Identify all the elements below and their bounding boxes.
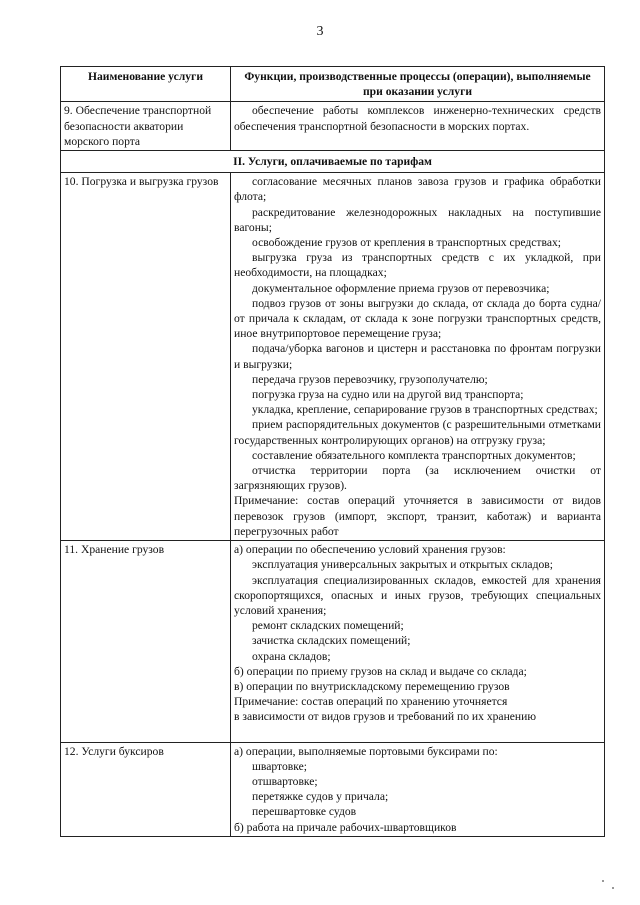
list-item: швартовке; bbox=[252, 759, 307, 773]
list-item: подвоз грузов от зоны выгрузки до склада, от склада до борта судна/ от причала к складам, от склада к зоне погрузки транспортных средств, иное внутрипортовое перемещение груза; bbox=[234, 296, 601, 341]
row12-b: б) работа на причале рабочих-швартовщиков bbox=[234, 820, 457, 834]
page-number: 3 bbox=[316, 24, 324, 39]
row12-functions bbox=[231, 742, 605, 836]
list-item: ремонт складских помещений; bbox=[252, 619, 404, 633]
list-item: подача/уборка вагонов и цистерн и расстановка по фронтам погрузки и выгрузки; bbox=[234, 342, 601, 371]
row12-name: 12. Услуги буксиров bbox=[61, 742, 231, 836]
section-row bbox=[61, 151, 605, 173]
table-row bbox=[61, 742, 605, 836]
list-item: эксплуатация специализированных складов, емкостей для хранения скоропортящихся, опасных и иных грузов, требующих специальных условий хранения; bbox=[234, 573, 601, 617]
row11-note1: Примечание: состав операций по хранению уточняется bbox=[234, 695, 508, 709]
table-row bbox=[61, 541, 605, 742]
table-row bbox=[61, 173, 605, 541]
table-header-row bbox=[61, 67, 605, 102]
header-service-name: Наименование услуги bbox=[61, 67, 231, 102]
list-item: отшвартовке; bbox=[252, 774, 318, 788]
list-item: погрузка груза на судно или на другой вид транспорта; bbox=[252, 388, 524, 402]
table-row bbox=[61, 102, 605, 151]
list-item: выгрузка груза из транспортных средств с их укладкой, при необходимости, на площадках; bbox=[234, 251, 601, 280]
row11-a: а) операции по обеспечению условий хранения грузов: bbox=[234, 543, 506, 557]
row11-functions bbox=[231, 541, 605, 742]
row10-note: Примечание: состав операций уточняется в зависимости от видов перевозок грузов (импорт, экспорт, транзит, каботаж) и варианта перегрузочных работ bbox=[234, 494, 601, 538]
services-table bbox=[60, 66, 605, 837]
list-item: охрана складов; bbox=[252, 649, 331, 663]
list-item: перетяжке судов у причала; bbox=[252, 790, 389, 804]
list-item: раскредитование железнодорожных накладных на поступившие вагоны; bbox=[234, 205, 601, 234]
header-functions: Функции, производственные процессы (операции), выполняемые при оказании услуги bbox=[231, 67, 605, 102]
row9-text: обеспечение работы комплексов инженерно-технических средств обеспечения транспортной безопасности в морских портах. bbox=[231, 102, 605, 151]
section-title: II. Услуги, оплачиваемые по тарифам bbox=[61, 151, 605, 173]
list-item: отчистка территории порта (за исключением очистки от загрязняющих грузов). bbox=[234, 464, 601, 493]
list-item: передача грузов перевозчику, грузополучателю; bbox=[252, 372, 488, 386]
row12-a: а) операции, выполняемые портовыми буксирами по: bbox=[234, 744, 498, 758]
list-item: согласование месячных планов завоза грузов и графика обработки флота; bbox=[234, 175, 601, 204]
row11-c: в) операции по внутрискладскому перемещению грузов bbox=[234, 679, 510, 693]
list-item: укладка, крепление, сепарирование грузов в транспортных средствах; bbox=[252, 403, 598, 417]
row10-name: 10. Погрузка и выгрузка грузов bbox=[61, 173, 231, 541]
list-item: зачистка складских помещений; bbox=[252, 634, 411, 648]
list-item: документальное оформление приема грузов от перевозчика; bbox=[252, 281, 550, 295]
list-item: перешвартовке судов bbox=[252, 805, 357, 819]
scan-speck bbox=[612, 887, 614, 889]
row11-b: б) операции по приему грузов на склад и выдаче со склада; bbox=[234, 664, 527, 678]
row10-functions bbox=[231, 173, 605, 541]
scan-speck bbox=[602, 880, 604, 882]
list-item: освобождение грузов от крепления в транспортных средствах; bbox=[252, 236, 561, 250]
list-item: эксплуатация универсальных закрытых и открытых складов; bbox=[252, 558, 553, 572]
row9-name: 9. Обеспечение транспортной безопасности акватории морского порта bbox=[61, 102, 231, 151]
list-item: составление обязательного комплекта транспортных документов; bbox=[252, 448, 576, 462]
row11-name: 11. Хранение грузов bbox=[61, 541, 231, 742]
list-item: прием распорядительных документов (с разрешительными отметками государственных контролирующих органов) на отгрузку груза; bbox=[234, 418, 601, 447]
row11-note2: в зависимости от видов грузов и требований по их хранению bbox=[234, 710, 536, 724]
